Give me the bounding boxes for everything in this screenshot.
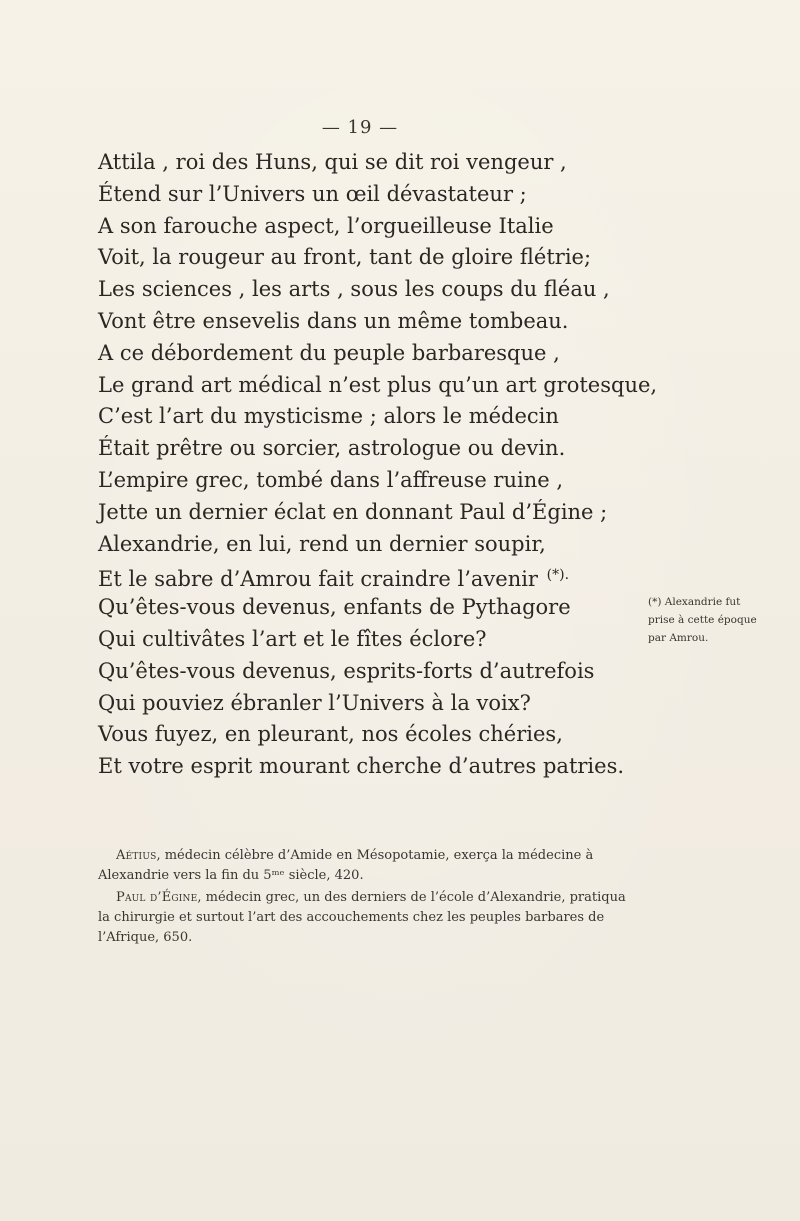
poem-line: L’empire grec, tombé dans l’affreuse ruine ,	[98, 467, 564, 492]
poem-line: A ce débordement du peuple barbaresque ,	[98, 340, 560, 365]
poem-line-text: Et le sabre d’Amrou fait craindre l’avenir	[98, 567, 538, 592]
margin-footnote	[648, 593, 780, 647]
note-paul	[98, 888, 628, 948]
poem-line: Étend sur l’Univers un œil dévastateur ;	[98, 181, 527, 206]
note-text: , médecin grec, un des derniers de l’école d’Alexandrie, pratiqua	[197, 890, 626, 905]
note-line: l’Afrique, 650.	[98, 930, 193, 945]
margin-footnote-line: prise à cette époque	[648, 614, 757, 626]
poem-line-with-reference	[98, 560, 598, 592]
margin-footnote-line: par Amrou.	[648, 632, 709, 644]
poem-line: Vont être ensevelis dans un même tombeau.	[98, 308, 569, 333]
poem-line: Le grand art médical n’est plus qu’un art grotesque,	[98, 372, 658, 397]
poem-line: Qu’êtes-vous devenus, esprits-forts d’autrefois	[98, 658, 595, 683]
note-name: Paul d’Égine	[116, 890, 198, 905]
note-name: Aétius	[116, 848, 157, 863]
poem-line: Vous fuyez, en pleurant, nos écoles chéries,	[98, 722, 563, 747]
poem-line: Jette un dernier éclat en donnant Paul d’Égine ;	[98, 499, 608, 524]
poem-text	[98, 147, 658, 783]
poem-line: Qu’êtes-vous devenus, enfants de Pythagore	[98, 595, 571, 620]
note-line	[98, 846, 628, 866]
note-aetius	[98, 846, 628, 886]
poem-line: C’est l’art du mysticisme ; alors le médecin	[98, 404, 559, 429]
note-line: la chirurgie et surtout l’art des accouchements chez les peuples barbares de	[98, 910, 605, 925]
poem-line: Qui pouviez ébranler l’Univers à la voix?	[98, 690, 531, 715]
note-line: Alexandrie vers la fin du 5ᵐᵉ siècle, 420.	[98, 868, 364, 883]
poem-line: Était prêtre ou sorcier, astrologue ou devin.	[98, 436, 566, 461]
poem-line: Voit, la rougeur au front, tant de gloire flétrie;	[98, 245, 592, 270]
footnote-reference-marker: (*).	[546, 567, 570, 584]
poem-line: Et votre esprit mourant cherche d’autres patries.	[98, 754, 625, 779]
margin-footnote-line: (*) Alexandrie fut	[648, 596, 741, 608]
poem-line: Attila , roi des Huns, qui se dit roi vengeur ,	[98, 150, 567, 174]
poem-line: Alexandrie, en lui, rend un dernier soupir,	[98, 531, 546, 556]
note-text: , médecin célèbre d’Amide en Mésopotamie, exerça la médecine à	[156, 848, 594, 863]
note-line	[98, 888, 628, 908]
poem-line: A son farouche aspect, l’orgueilleuse Italie	[98, 213, 554, 238]
poem-line: Qui cultivâtes l’art et le fîtes éclore?	[98, 626, 487, 651]
bottom-notes	[98, 846, 628, 950]
page-number: — 19 —	[321, 117, 399, 138]
poem-line: Les sciences , les arts , sous les coups du fléau ,	[98, 277, 610, 302]
